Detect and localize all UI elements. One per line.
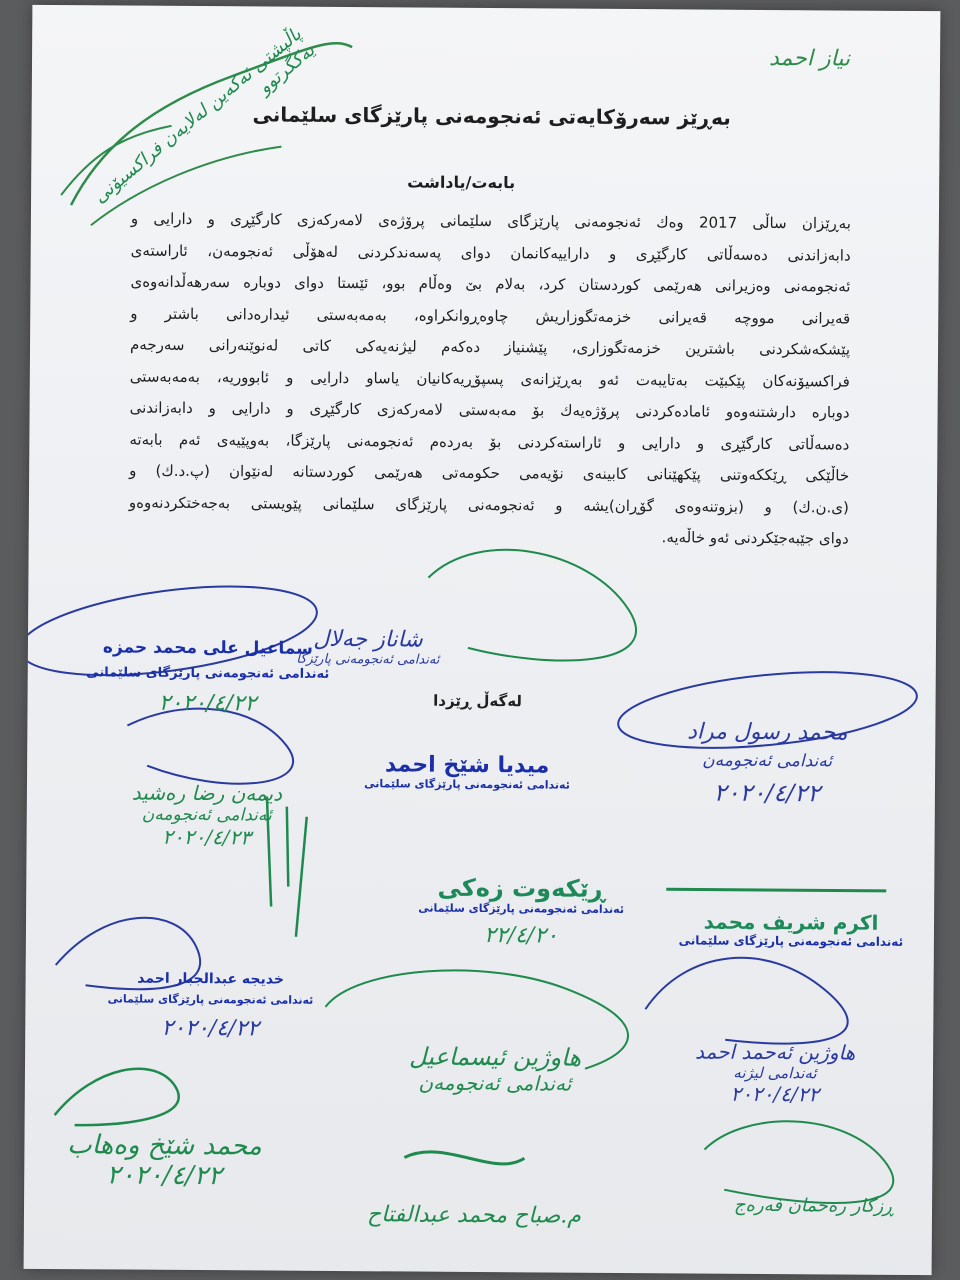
body-line: دوای جێبەجێکردنی ئەو خاڵەیە. xyxy=(661,528,849,548)
stamp-role: ئەندامی ئەنجومەنی پارێزگای سلێمانی xyxy=(678,933,904,949)
signature-stamp xyxy=(666,909,916,949)
handwritten-signature xyxy=(395,1042,595,1095)
margin-handwritten-note: پاڵپشتی ئەکەین لەلایەن فراکسیۆنی یەکگرتوو xyxy=(89,23,319,208)
signature-stamp xyxy=(396,873,647,949)
stamp-role: ئەندامی ئەنجومەنی پارێزگای سلێمانی xyxy=(418,901,625,916)
signature-name: محمد شێخ وەهاب xyxy=(67,1130,262,1162)
document-subject: بابەت/یاداشت xyxy=(407,172,516,193)
signature-role: ئەندامی ئەنجومەن xyxy=(141,804,272,826)
signature-name: دیمەن رضا رەشید xyxy=(131,780,283,806)
stamp-date: ٢٠٢٠/٤/٢٢ xyxy=(158,690,257,717)
handwritten-signature xyxy=(647,719,888,808)
stamp-name: اکرم شریف محمد xyxy=(703,909,879,935)
body-line: بەڕێزان ساڵی 2017 وەك ئەنجومەنی پارێزگای سلێمانی پرۆژەی لامەرکەزی کارگێڕی و دارایی و xyxy=(130,209,851,233)
signature-date: ٢٠٢٠/٤/٢٣ xyxy=(162,824,252,850)
signature-date: ٢٠٢٠/٤/٢٢ xyxy=(106,1160,222,1192)
handwritten-signature xyxy=(44,1130,284,1192)
signature-role: ئەندامی ئەنجومەنی پارێزگا xyxy=(296,651,440,668)
signature-date: ٢٠٢٠/٤/٢٢ xyxy=(730,1081,820,1107)
document-title: بەڕێز سەرۆکایەتی ئەنجومەنی پارێزگای سلێمانی xyxy=(252,102,731,130)
body-line: (ی.ن.ك) و (بزوتنەوەی گۆڕان)یشە و ئەنجومەنی پارێزگای سلێمانی پێویستی بەجەختکردنەوەو xyxy=(128,493,849,517)
header-handwritten-note: نیاز احمد xyxy=(768,45,851,72)
stamp-role: ئەندامی ئەنجومەنی پارێزگای سلێمانی xyxy=(107,992,314,1007)
body-line: ئەنجومەنی وەزیرانی هەرێمی کوردستان کرد، بەلام بێ وەڵام بوو، ئێستا دوای دوبارە سەرهەڵدانەوەی xyxy=(130,272,851,296)
stamp-name: میدیا شێخ احمد xyxy=(384,752,550,779)
signature-date: ٢٠٢٠/٤/٢٢ xyxy=(713,778,821,808)
stamp-role: ئەندامی ئەنجومەنی پارێزگای سلێمانی xyxy=(86,665,330,682)
document-body xyxy=(129,204,851,556)
body-line: دوبارە دارشتنەوەو ئامادەکردنی پرۆژەیەك بۆ مەبەستی لامەرکەزی کارگێڕی و دارایی و دابەزاندنی xyxy=(129,398,850,422)
signature-stamp xyxy=(85,970,335,1042)
handwritten-signature xyxy=(354,1202,594,1229)
signature-name: هاوژین ئەحمد احمد xyxy=(694,1039,856,1065)
body-line: خاڵێکی ڕێککەوتنی پێکهێنانی کابینەی نۆیەمی حکومەتی هەرێمی کوردستانە لەنێوان (پ.د.ك) و xyxy=(129,461,850,485)
signature-name: محمد رسول مراد xyxy=(687,719,848,746)
handwritten-signature xyxy=(714,1195,914,1217)
signature-role: ئەندامی لیژنە xyxy=(733,1063,817,1083)
stamp-date: ٢٢/٤/٢٠ xyxy=(483,923,558,949)
closing-phrase: لەگەڵ ڕێزدا xyxy=(433,691,523,711)
handwritten-signature xyxy=(278,627,458,668)
body-line: فراکسیۆنەکان پێکبێت بەتایبەت ئەو بەڕێزانەی پسپۆڕیەکانیان یاساو دارایی و ئابووریە، بەمەبەستی xyxy=(129,367,850,391)
document-page xyxy=(24,5,941,1275)
body-line: پێشکەشکردنی باشترین خزمەتگوزاری، پێشنیاز دەکەم لیژنەیەکی کاتی لەنوێنەرانی سەرجەم xyxy=(129,335,851,359)
stamp-date: ٢٠٢٠/٤/٢٢ xyxy=(161,1015,260,1042)
signature-role: ئەندامی ئەنجومەن xyxy=(702,750,833,772)
signature-name: ڕزگار رەحمان فەرەج xyxy=(733,1194,895,1217)
stamp-name: خدیجە عبدالجبار احمد xyxy=(137,970,285,988)
handwritten-signature xyxy=(97,780,317,850)
stamp-role: ئەندامی ئەنجومەنی پارێزگای سلێمانی xyxy=(364,777,570,792)
body-line: قەیرانی مووچە قەیرانی خزمەتگوزاریش چاوەڕوانکراوە، بەمەبەستی ئیدارەدانی باشتر و xyxy=(130,304,851,328)
signature-name: هاوژین ئیسماعیل xyxy=(408,1042,582,1072)
body-line: دەسەڵاتی کارگێڕی و دارایی و ئاراستەکردنی بۆ بەردەم ئەنجومەنی پارێزگا، بەوپێیەی ئەم بابەتە xyxy=(129,430,850,454)
handwritten-signature xyxy=(665,1039,885,1107)
stamp-name: ڕێکەوت زەکی xyxy=(437,873,606,903)
stamp-name: سماعیل علی محمد حمزە xyxy=(102,637,314,659)
body-line: دابەزاندنی دەسەڵاتی کارگێڕی و داراییەکانمان دوای پەسەندکردنی لەهۆڵی ئەنجومەن، ئاراستەی xyxy=(130,241,851,265)
signature-name: شاناز جەلال xyxy=(313,626,423,653)
signature-name: م.صباح محمد عبدالفتاح xyxy=(366,1202,582,1229)
signature-stamp xyxy=(347,752,587,792)
signature-role: ئەندامی ئەنجومەن xyxy=(418,1070,572,1096)
